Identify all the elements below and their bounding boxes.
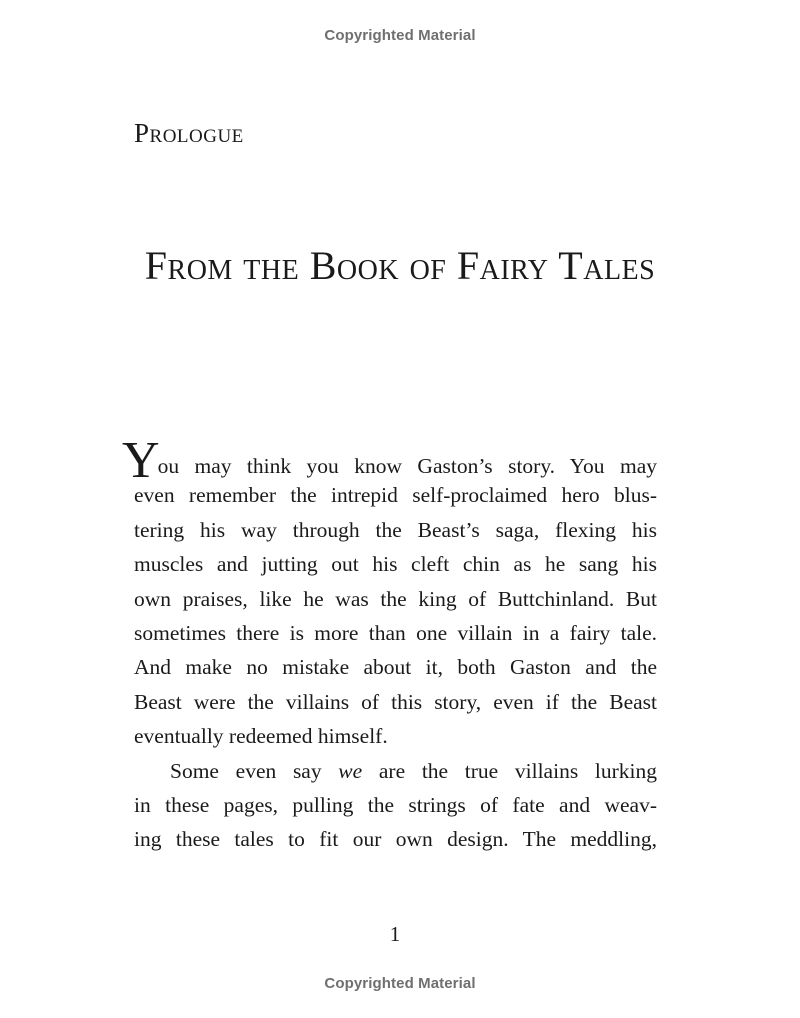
paragraph-1-line-1-text: ou may think you know Gaston’s story. You may xyxy=(157,454,657,478)
paragraph-1-line: And make no mistake about it, both Gaston and the xyxy=(134,655,657,680)
paragraph-2-text-before-emphasis: Some even say xyxy=(170,758,339,783)
page-number: 1 xyxy=(389,922,401,946)
emphasis-word: we xyxy=(338,758,363,783)
copyright-watermark-bottom: Copyrighted Material xyxy=(324,975,476,992)
paragraph-2-line: ing these tales to fit our own design. The meddling, xyxy=(134,827,657,852)
chapter-label: Prologue xyxy=(134,118,244,148)
paragraph-1-line: muscles and jutting out his cleft chin as he sang his xyxy=(134,552,657,577)
paragraph-2-text-after-emphasis: are the true villains lurking xyxy=(362,758,657,783)
copyright-watermark-top: Copyrighted Material xyxy=(324,27,476,44)
paragraph-1-line: own praises, like he was the king of Buttchinland. But xyxy=(134,586,657,611)
chapter-title: From the Book of Fairy Tales xyxy=(144,243,656,288)
drop-cap: Y xyxy=(122,432,160,489)
paragraph-1-line: eventually redeemed himself. xyxy=(134,724,388,749)
paragraph-2-line: in these pages, pulling the strings of fate and weav- xyxy=(134,792,657,817)
paragraph-1-line: tering his way through the Beast’s saga, flexing his xyxy=(134,517,657,542)
paragraph-2-line-1 xyxy=(134,754,657,788)
paragraph-1-line: sometimes there is more than one villain in a fairy tale. xyxy=(134,620,657,645)
body-text xyxy=(122,432,657,857)
paragraph-1-line-1 xyxy=(122,432,657,489)
paragraph-1-line: even remember the intrepid self-proclaimed hero blus- xyxy=(134,483,657,508)
paragraph-1-line: Beast were the villains of this story, even if the Beast xyxy=(134,689,657,714)
